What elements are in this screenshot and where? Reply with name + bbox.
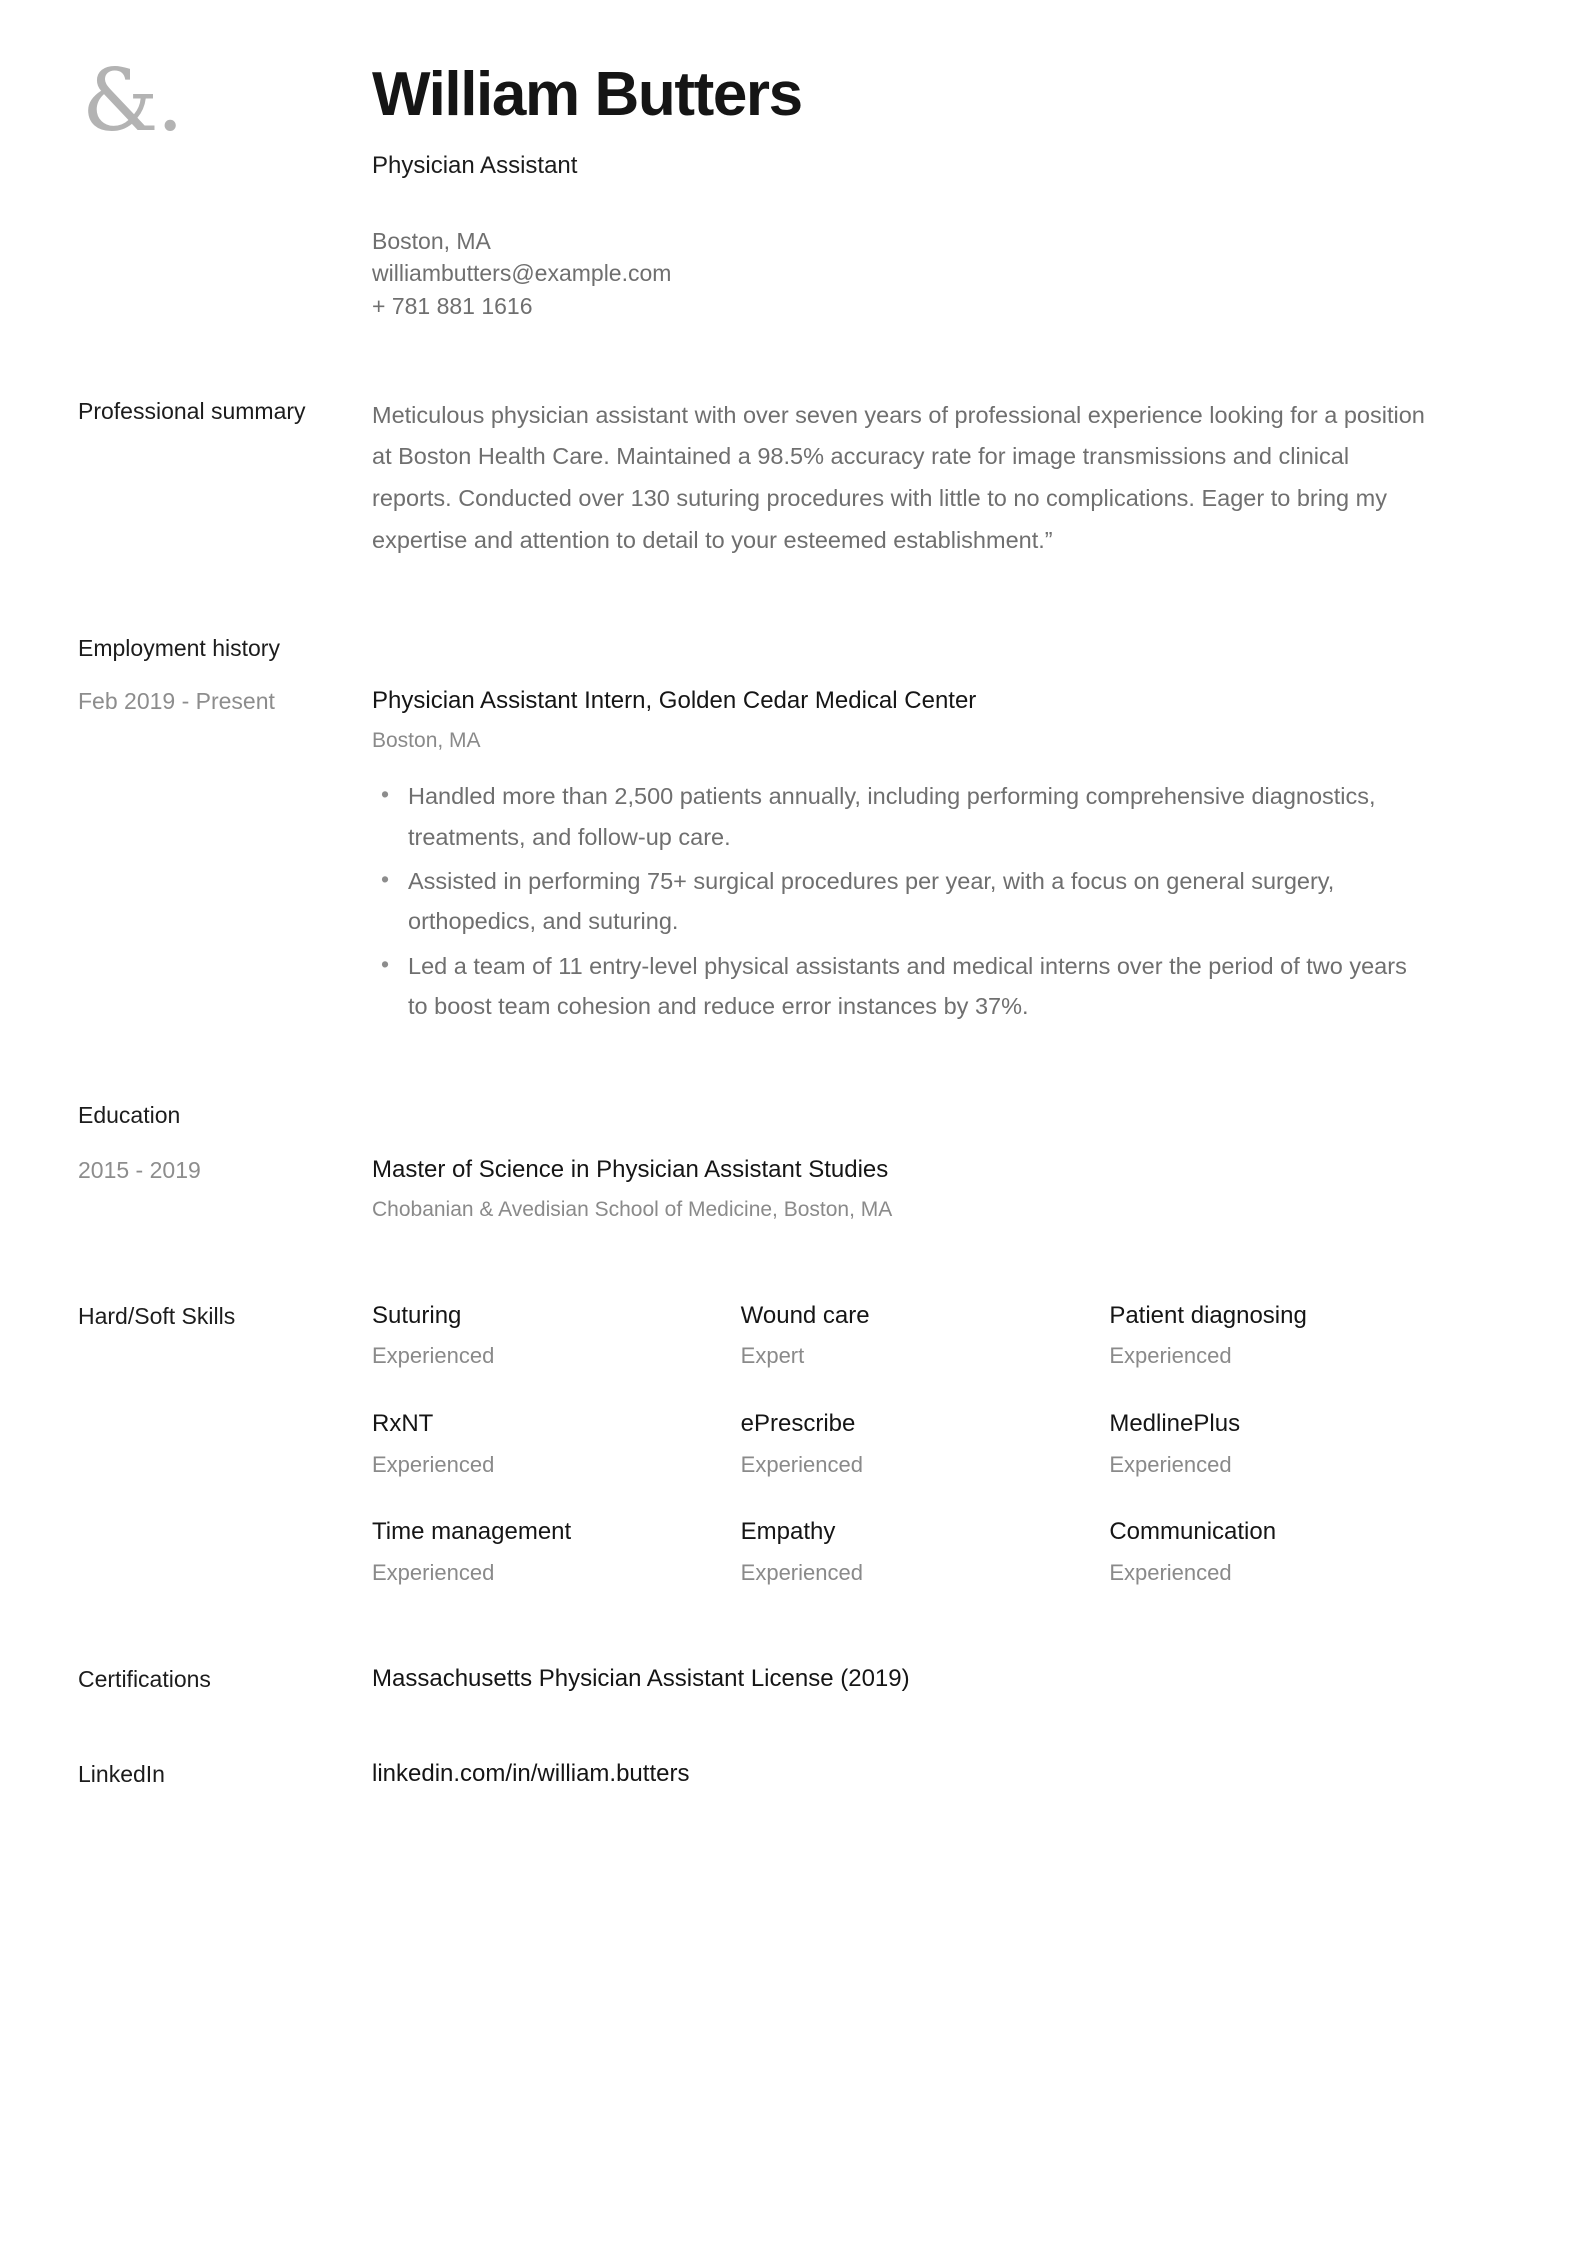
skill-name: Wound care	[740, 1301, 870, 1329]
skill-name: ePrescribe	[740, 1410, 856, 1438]
professional-summary-text: Meticulous physician assistant with over seven years of professional experience looking for a position at Boston Health Care. Maintained a 98.5% accuracy rate for image transmissions and clinical reports. Conducted over 130 suturing procedures with little to no complications. Eager to bring my expertise and attention to detail to your esteemed establishment.”	[372, 401, 1425, 554]
skill-level: Experienced	[1109, 1559, 1232, 1585]
resume-header	[0, 0, 1588, 323]
skill-name: Empathy	[740, 1518, 836, 1546]
employment-history-heading-row	[0, 632, 1588, 665]
education-details	[372, 1154, 1588, 1226]
linkedin-section	[0, 1758, 1588, 1791]
skills-section	[0, 1300, 1588, 1589]
employment-history-label: Employment history	[78, 634, 280, 661]
contact-location: Boston, MA	[372, 227, 491, 254]
list-item: • Handled more than 2,500 patients annually, including performing comprehensive diagnostics, treatments, and follow-up care.	[372, 776, 1412, 857]
ampersand-logo-icon: &.	[82, 51, 182, 151]
skill-item	[741, 1300, 1110, 1372]
education-label: Education	[78, 1101, 181, 1128]
employment-dates: Feb 2019 - Present	[78, 688, 275, 715]
skill-item	[1109, 1408, 1478, 1480]
skill-item	[372, 1300, 741, 1372]
professional-summary-content	[372, 395, 1588, 562]
linkedin-label: LinkedIn	[78, 1761, 165, 1788]
education-heading-row	[0, 1099, 1588, 1132]
employment-location: Boston, MA	[372, 728, 481, 752]
education-school: Chobanian & Avedisian School of Medicine, Boston, MA	[372, 1198, 893, 1222]
linkedin-url[interactable]: linkedin.com/in/william.butters	[372, 1760, 690, 1788]
skill-name: RxNT	[372, 1410, 434, 1438]
skill-name: MedlinePlus	[1109, 1410, 1241, 1438]
skill-name: Communication	[1109, 1518, 1277, 1546]
employment-entry	[0, 685, 1588, 1030]
education-degree: Master of Science in Physician Assistant Studies	[372, 1155, 889, 1183]
professional-summary-section	[0, 395, 1588, 562]
candidate-role: Physician Assistant	[372, 152, 578, 180]
skills-grid	[372, 1300, 1478, 1589]
education-heading-spacer	[372, 1099, 1588, 1132]
employment-details	[372, 685, 1588, 1030]
skill-item	[372, 1516, 741, 1588]
skill-level: Experienced	[372, 1451, 495, 1477]
skill-item	[1109, 1300, 1478, 1372]
skill-level: Experienced	[1109, 1451, 1232, 1477]
certifications-section	[0, 1663, 1588, 1696]
skill-level: Experienced	[1109, 1343, 1232, 1369]
skills-content	[372, 1300, 1588, 1589]
skill-item	[372, 1408, 741, 1480]
contact-email[interactable]: williambutters@example.com	[372, 260, 672, 287]
education-dates: 2015 - 2019	[78, 1156, 201, 1183]
linkedin-content	[372, 1758, 1588, 1791]
skill-level: Experienced	[740, 1559, 863, 1585]
skill-level: Experienced	[372, 1343, 495, 1369]
employment-title: Physician Assistant Intern, Golden Cedar Medical Center	[372, 687, 977, 715]
skill-level: Experienced	[372, 1559, 495, 1585]
contact-phone[interactable]: + 781 881 1616	[372, 293, 533, 319]
skill-name: Suturing	[372, 1301, 462, 1329]
skills-label: Hard/Soft Skills	[78, 1302, 236, 1329]
skill-item	[741, 1516, 1110, 1588]
header-identity-block	[372, 58, 1588, 323]
professional-summary-label: Professional summary	[78, 397, 306, 424]
skill-name: Time management	[372, 1518, 572, 1546]
certification-value: Massachusetts Physician Assistant License (2019)	[372, 1664, 910, 1692]
skill-item	[741, 1408, 1110, 1480]
skill-name: Patient diagnosing	[1109, 1301, 1307, 1329]
list-item: • Assisted in performing 75+ surgical procedures per year, with a focus on general surgery, orthopedics, and suturing.	[372, 861, 1412, 942]
candidate-name: William Butters	[372, 60, 802, 129]
skill-level: Expert	[740, 1343, 805, 1369]
list-item: • Led a team of 11 entry-level physical assistants and medical interns over the period of two years to boost team cohesion and reduce error instances by 37%.	[372, 946, 1412, 1027]
employment-history-heading-spacer	[372, 632, 1588, 665]
certifications-label: Certifications	[78, 1665, 211, 1692]
skill-item	[1109, 1516, 1478, 1588]
certifications-content	[372, 1663, 1588, 1696]
employment-bullet-list	[372, 776, 1478, 1026]
skill-level: Experienced	[740, 1451, 863, 1477]
contact-block	[372, 225, 1588, 323]
education-entry	[0, 1154, 1588, 1226]
